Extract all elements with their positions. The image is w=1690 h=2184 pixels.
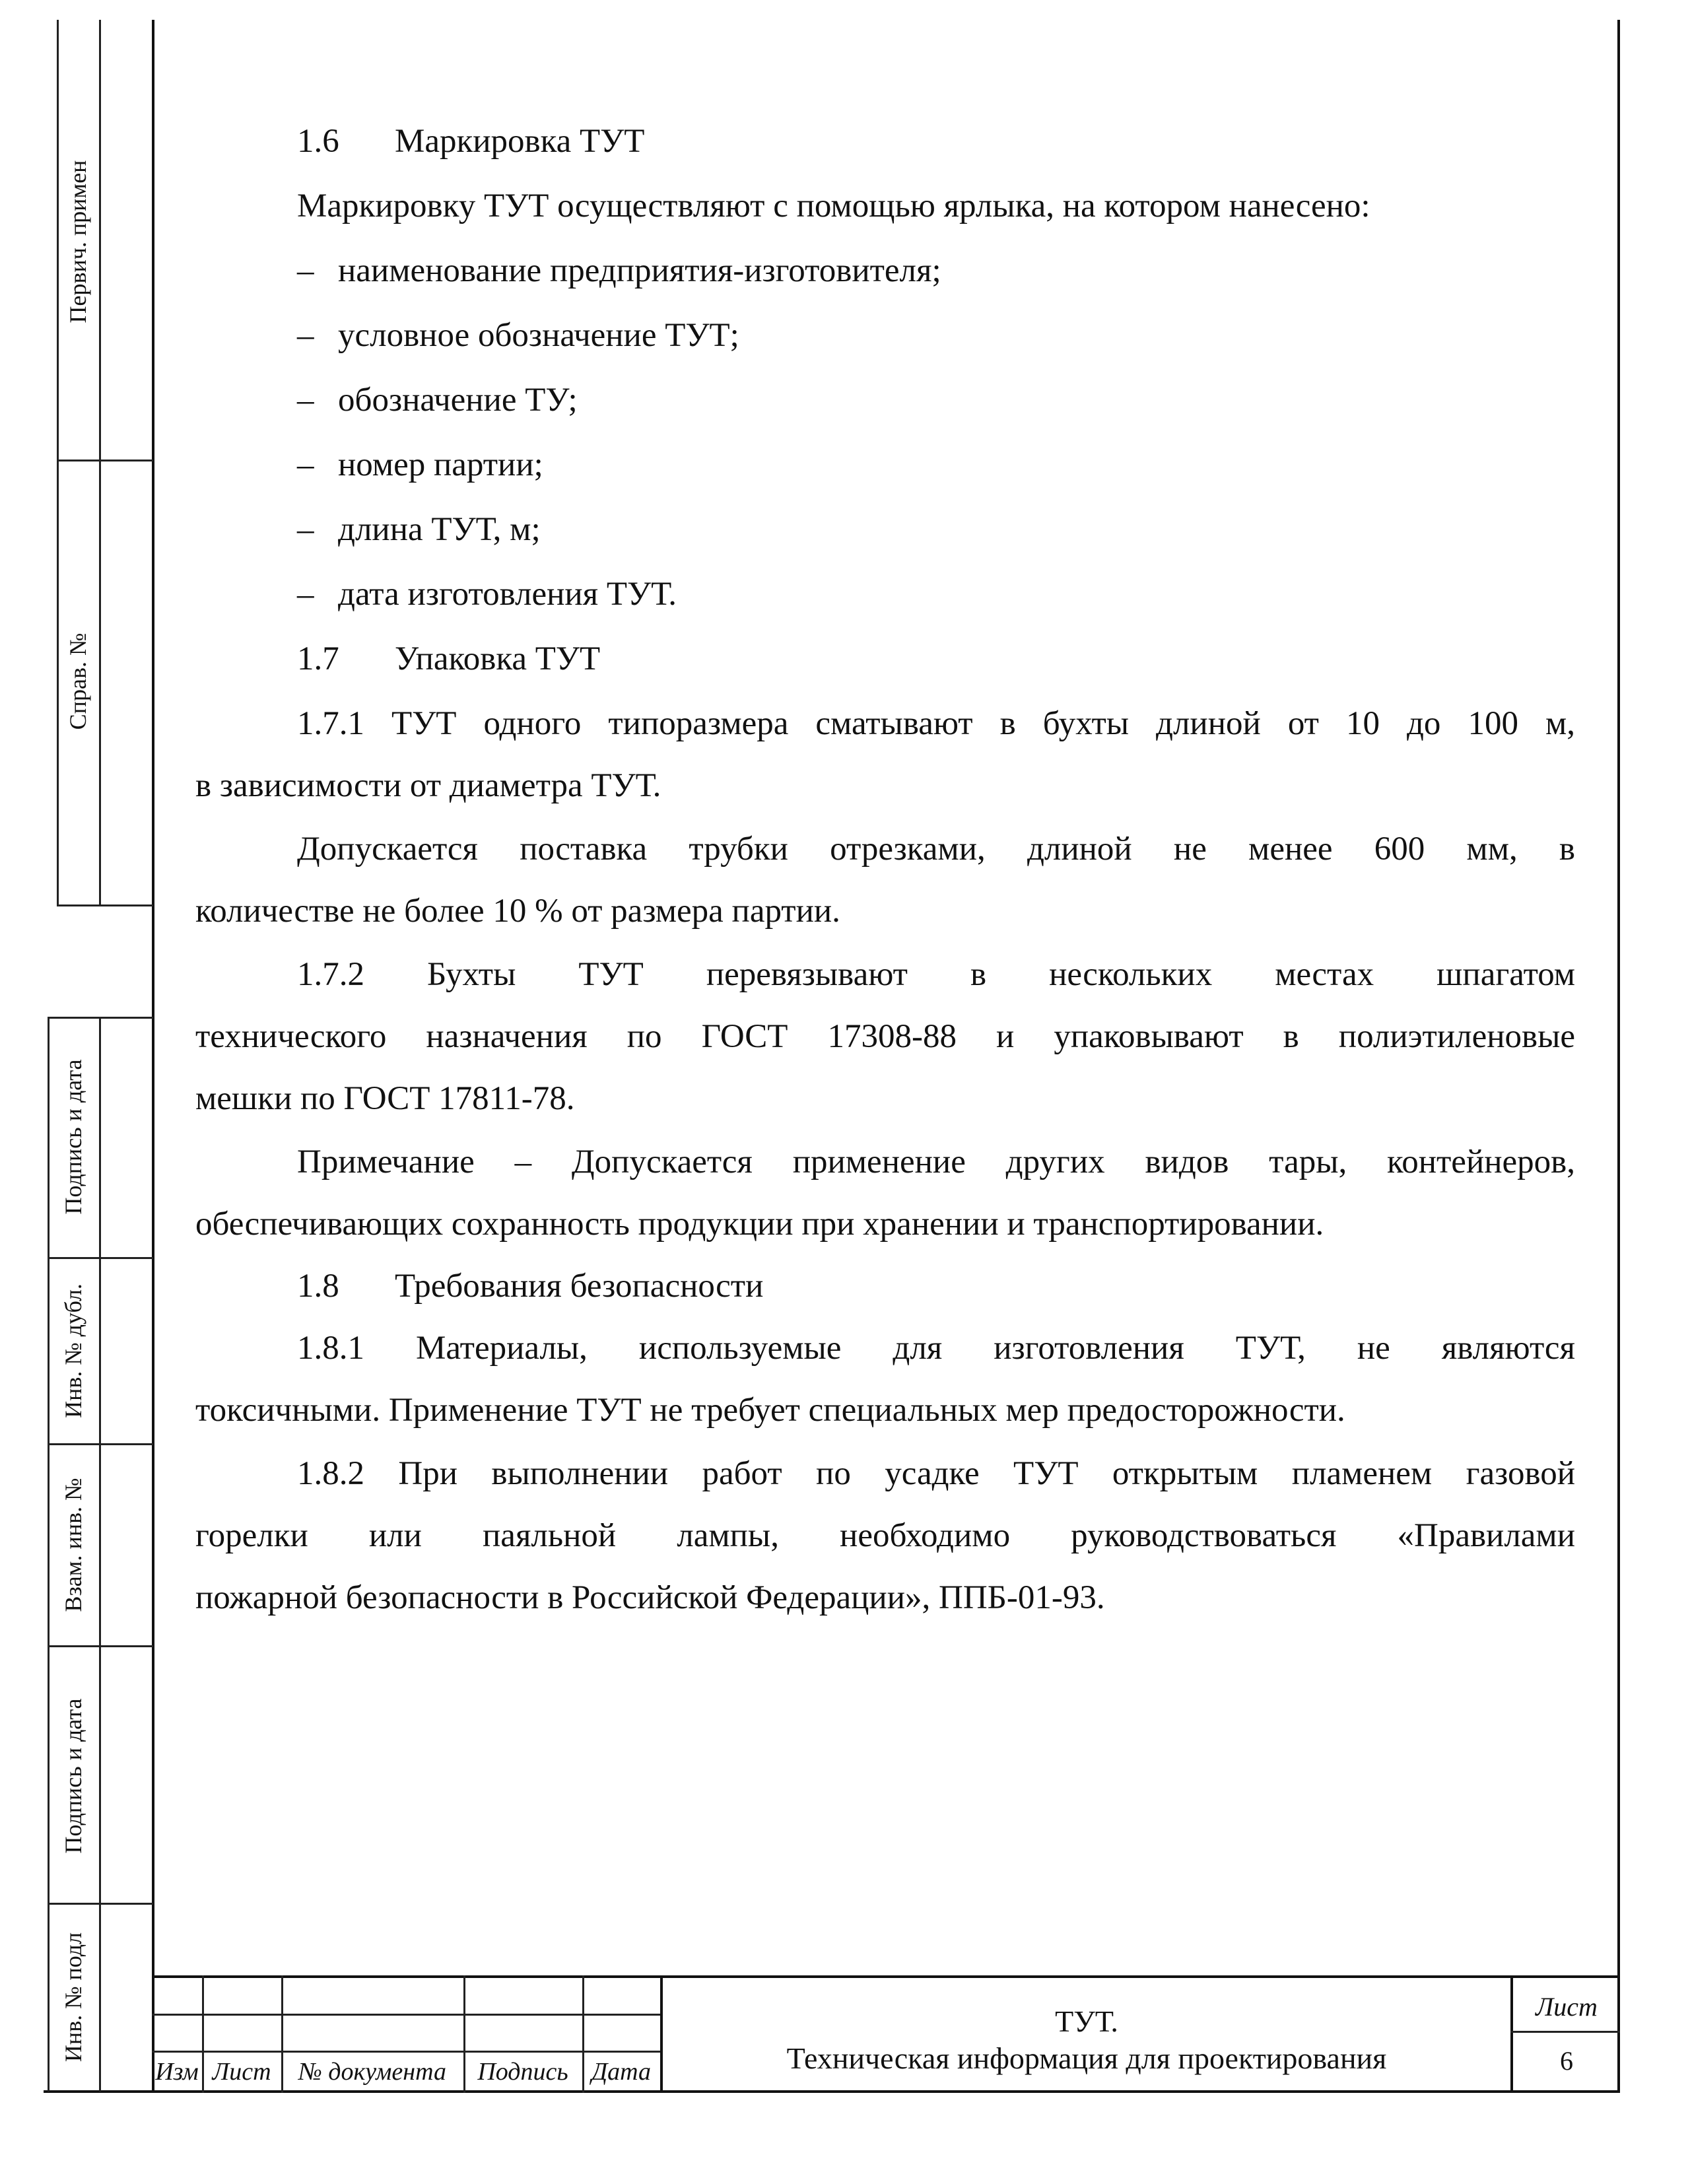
list-item-text: номер партии; (338, 446, 543, 483)
list-dash: – (297, 511, 314, 548)
paragraph-line: Допускается поставка трубки отрезками, длиной не менее 600 мм, в (297, 831, 1575, 868)
rev-row-line (152, 2051, 660, 2053)
paragraph-line: количестве не более 10 % от размера партии. (195, 893, 840, 930)
list-dash: – (297, 252, 314, 289)
rev-row-line (152, 2014, 660, 2016)
title-block-top (152, 1975, 1620, 1978)
paragraph-line: пожарной безопасности в Российской Федерации», ППБ-01-93. (195, 1579, 1105, 1616)
section-number: 1.6 (297, 123, 339, 160)
margin-upper-divider (57, 460, 153, 461)
col-head-sign: Подпись (477, 2058, 568, 2086)
section-title: Упаковка ТУТ (395, 640, 601, 677)
list-item (297, 510, 1575, 549)
col-head-doc: № документа (298, 2058, 447, 2086)
title-block-sheet-divider (1510, 2031, 1620, 2033)
section-1-6-heading (297, 121, 1575, 161)
frame-left-border (152, 20, 154, 2093)
list-item (297, 251, 1575, 290)
list-item (297, 380, 1575, 420)
sheet-label: Лист (1536, 1992, 1598, 2022)
list-item-text: обозначение ТУ; (338, 382, 578, 419)
sheet-number: 6 (1560, 2046, 1573, 2076)
note-line: обеспечивающих сохранность продукции при хранении и транспортировании. (195, 1206, 1324, 1243)
list-item-text: длина ТУТ, м; (338, 511, 541, 548)
margin-step-line (57, 904, 153, 906)
list-item-text: наименование предприятия-изготовителя; (338, 252, 941, 289)
paragraph-line: Маркировку ТУТ осуществляют с помощью ярлыка, на котором нанесено: (297, 188, 1370, 224)
paragraph-line: горелки или паяльной лампы, необходимо руководствоваться «Правилами (195, 1517, 1575, 1554)
note-line: Примечание – Допускается применение других видов тары, контейнеров, (297, 1143, 1575, 1180)
paragraph-line: 1.8.1 Материалы, используемые для изготовления ТУТ, не являются (297, 1330, 1575, 1367)
label-sign-date-1: Подпись и дата (60, 1059, 86, 1215)
list-dash: – (297, 576, 314, 613)
frame-right-border (1617, 20, 1620, 2093)
list-item-text: условное обозначение ТУТ; (338, 317, 739, 354)
section-title: Маркировка ТУТ (395, 123, 645, 160)
section-number: 1.8 (297, 1268, 339, 1305)
section-number: 1.7 (297, 640, 339, 677)
label-orig-inv: Инв. № подл (60, 1932, 86, 2063)
margin-upper-mid-line (99, 20, 101, 904)
paragraph-line: в зависимости от диаметра ТУТ. (195, 767, 661, 804)
list-item (297, 445, 1575, 485)
paragraph-line: технического назначения по ГОСТ 17308-88 и упаковывают в полиэтиленовые (195, 1018, 1575, 1055)
label-first-use: Первич. примен (65, 160, 91, 324)
col-head-change: Изм (155, 2058, 199, 2086)
paragraph-line: токсичными. Применение ТУТ не требует специальных мер предосторожности. (195, 1392, 1345, 1429)
paragraph-line: 1.7.2 Бухты ТУТ перевязывают в нескольких местах шпагатом (297, 956, 1575, 993)
label-dup-inv: Инв. № дубл. (60, 1283, 86, 1418)
label-replace-inv: Взам. инв. № (60, 1478, 86, 1612)
frame-bottom-border (44, 2090, 1620, 2093)
section-1-8-heading (297, 1266, 1575, 1306)
label-ref-no: Справ. № (65, 632, 91, 730)
list-dash: – (297, 317, 314, 354)
paragraph-line: 1.8.2 При выполнении работ по усадке ТУТ открытым пламенем газовой (297, 1455, 1575, 1492)
col-head-date: Дата (591, 2058, 652, 2086)
document-title-line-2: Техническая информация для проектирования (786, 2041, 1387, 2075)
section-title: Требования безопасности (395, 1268, 764, 1305)
list-item-text: дата изготовления ТУТ. (338, 576, 677, 613)
list-dash: – (297, 382, 314, 419)
list-item (297, 316, 1575, 355)
list-item (297, 574, 1575, 614)
section-1-7-heading (297, 639, 1575, 679)
paragraph-line: мешки по ГОСТ 17811-78. (195, 1080, 575, 1117)
margin-lower-left-line (48, 1017, 50, 2092)
col-head-sheet: Лист (212, 2058, 271, 2086)
document-title-line-1: ТУТ. (1055, 2004, 1118, 2038)
label-sign-date-2: Подпись и дата (60, 1698, 86, 1854)
margin-lower-mid-line (99, 1017, 101, 2092)
list-dash: – (297, 446, 314, 483)
paragraph-line: 1.7.1 ТУТ одного типоразмера сматывают в бухты длиной от 10 до 100 м, (297, 705, 1575, 742)
